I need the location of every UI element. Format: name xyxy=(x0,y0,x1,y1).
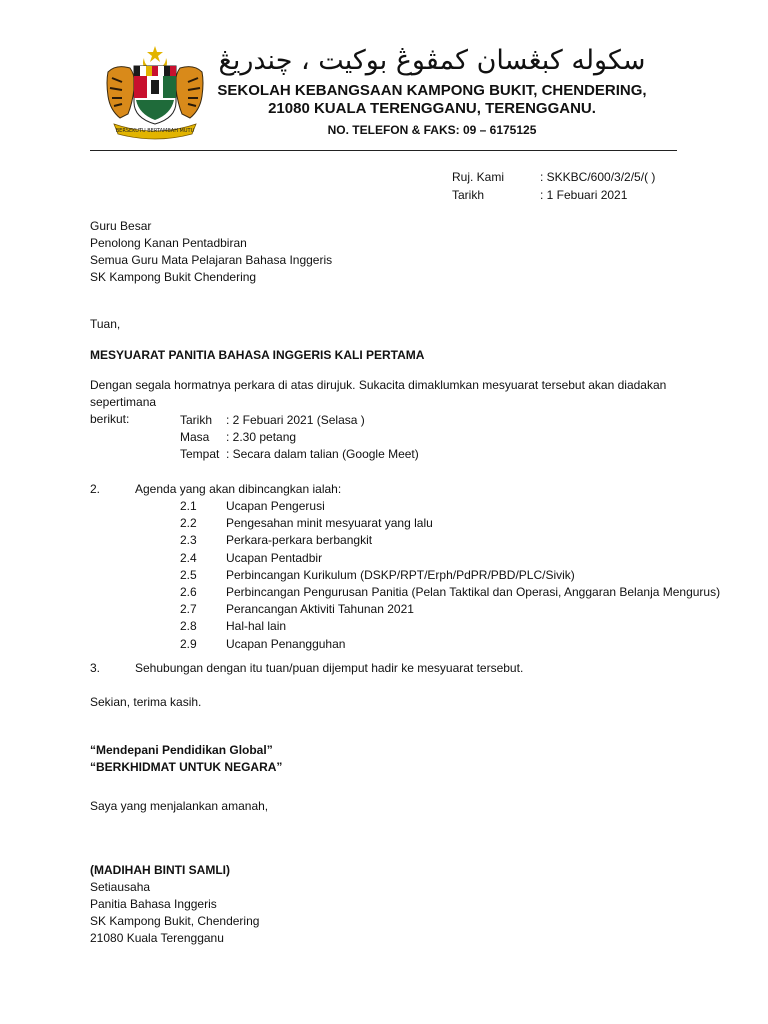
agenda-list xyxy=(180,498,720,653)
signatory-school: SK Kampong Bukit, Chendering xyxy=(90,914,260,928)
letter-subject: MESYUARAT PANITIA BAHASA INGGERIS KALI PERTAMA xyxy=(90,348,425,362)
signature-block xyxy=(90,862,259,947)
ruj-label: Ruj. Kami xyxy=(452,170,505,184)
agenda-number: 2.7 xyxy=(180,602,197,617)
meeting-time-label: Masa xyxy=(180,430,210,444)
meeting-details xyxy=(180,412,419,463)
meeting-date-value: : 2 Febuari 2021 (Selasa ) xyxy=(226,413,365,427)
motto-line: “BERKHIDMAT UNTUK NEGARA” xyxy=(90,760,283,774)
school-address-line: 21080 KUALA TERENGGANU, TERENGGANU. xyxy=(268,100,596,117)
agenda-item xyxy=(180,636,720,653)
recipient-line: SK Kampong Bukit Chendering xyxy=(90,270,257,284)
recipient-address xyxy=(90,218,332,286)
agenda-text: Ucapan Penangguhan xyxy=(226,636,346,651)
recipient-line: Semua Guru Mata Pelajaran Bahasa Inggeris xyxy=(90,253,333,267)
agenda-text: Ucapan Pengerusi xyxy=(226,499,325,513)
signatory-role: Setiausaha xyxy=(90,880,151,894)
agenda-text: Ucapan Pentadbir xyxy=(226,550,323,565)
motto-block xyxy=(90,742,282,776)
school-crest-logo xyxy=(100,44,210,140)
agenda-text: Hal-hal lain xyxy=(226,619,287,634)
agenda-item xyxy=(180,601,720,618)
letterhead xyxy=(212,82,652,138)
meeting-place-label: Tempat xyxy=(180,447,220,461)
letterhead-divider xyxy=(90,150,677,151)
agenda-text: Perancangan Aktiviti Tahunan 2021 xyxy=(226,602,414,617)
intro-line: berikut: xyxy=(90,412,130,426)
ruj-value: : SKKBC/600/3/2/5/( ) xyxy=(540,170,656,184)
school-phone-line: NO. TELEFON & FAKS: 09 – 6175125 xyxy=(327,123,537,137)
school-name-jawi: سکوله کبڠسان کمڤوڠ بوکيت ، چندريڠ xyxy=(218,45,646,76)
agenda-text: Perbincangan Kurikulum (DSKP/RPT/Erph/PdPR/PBD/PLC/Sivik) xyxy=(226,567,575,582)
agenda-number: 2.2 xyxy=(180,516,197,531)
agenda-number: 2.6 xyxy=(180,585,197,600)
date-value: : 1 Febuari 2021 xyxy=(540,188,628,202)
meeting-place-value: : Secara dalam talian (Google Meet) xyxy=(226,447,419,461)
agenda-number: 2.4 xyxy=(180,550,197,565)
signoff-line: Saya yang menjalankan amanah, xyxy=(90,799,269,813)
agenda-text: Pengesahan minit mesyuarat yang lalu xyxy=(226,516,433,531)
agenda-number: 2.5 xyxy=(180,567,197,582)
section-text: Agenda yang akan dibincangkan ialah: xyxy=(135,482,342,496)
agenda-number: 2.1 xyxy=(180,499,197,513)
section-number: 3. xyxy=(90,661,101,675)
agenda-item xyxy=(180,550,720,567)
agenda-text: Perkara-perkara berbangkit xyxy=(226,533,373,548)
agenda-item xyxy=(180,515,720,532)
school-name-line: SEKOLAH KEBANGSAAN KAMPONG BUKIT, CHENDERING, xyxy=(217,82,647,99)
agenda-number: 2.3 xyxy=(180,533,197,548)
recipient-line: Guru Besar xyxy=(90,219,152,233)
agenda-item xyxy=(180,618,720,635)
intro-line: Dengan segala hormatnya perkara di atas dirujuk. Sukacita dimaklumkan mesyuarat tersebut akan diadakan sepertimana xyxy=(90,378,667,409)
agenda-item xyxy=(180,567,720,584)
signatory-name: (MADIHAH BINTI SAMLI) xyxy=(90,863,230,877)
signatory-address: 21080 Kuala Terengganu xyxy=(90,931,224,945)
reference-block xyxy=(452,168,655,204)
section-text: Sehubungan dengan itu tuan/puan dijemput hadir ke mesyuarat tersebut. xyxy=(135,661,524,675)
closing-line: Sekian, terima kasih. xyxy=(90,695,202,709)
salutation: Tuan, xyxy=(90,317,121,331)
date-label: Tarikh xyxy=(452,188,485,202)
agenda-item xyxy=(180,584,720,601)
meeting-time-value: : 2.30 petang xyxy=(226,430,297,444)
crest-motto: BERSEKUTU BERTAMBAH MUTU xyxy=(115,128,195,134)
section-number: 2. xyxy=(90,482,101,496)
agenda-text: Perbincangan Pengurusan Panitia (Pelan Taktikal dan Operasi, Anggaran Belanja Mengurus) xyxy=(226,585,721,600)
agenda-item xyxy=(180,532,720,549)
motto-line: “Mendepani Pendidikan Global” xyxy=(90,743,273,757)
agenda-number: 2.8 xyxy=(180,619,197,634)
signatory-unit: Panitia Bahasa Inggeris xyxy=(90,897,217,911)
agenda-item xyxy=(180,498,720,515)
meeting-date-label: Tarikh xyxy=(180,413,213,427)
recipient-line: Penolong Kanan Pentadbiran xyxy=(90,236,247,250)
agenda-number: 2.9 xyxy=(180,636,197,651)
